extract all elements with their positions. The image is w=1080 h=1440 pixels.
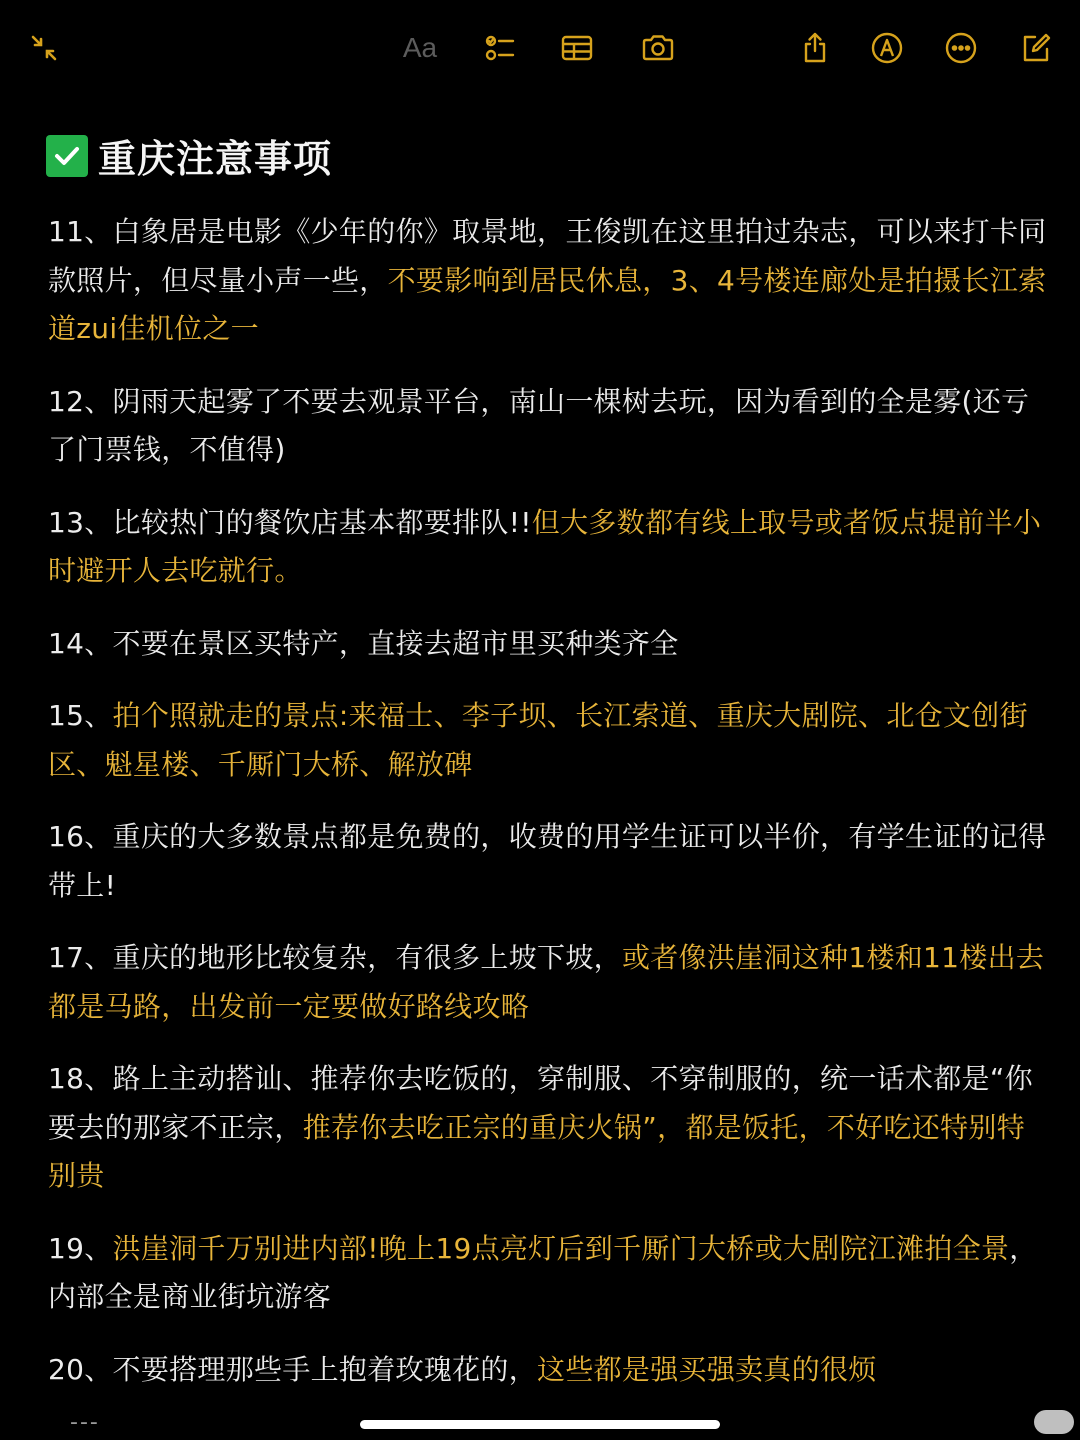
- body-text: 12、阴雨天起雾了不要去观景平台，南山一棵树去玩，因为看到的全是雾(还亏了门票钱，不值得): [48, 384, 1030, 466]
- note-item: [48, 499, 1048, 596]
- note-title: 重庆注意事项: [98, 137, 333, 181]
- note-item: [48, 813, 1048, 910]
- format-text-button[interactable]: [400, 28, 440, 68]
- highlighted-text: 拍个照就走的景点:来福士、李子坝、长江索道、重庆大剧院、北仓文创街区、魁星楼、千厮门大桥、解放碑: [48, 699, 1028, 781]
- notes-toolbar: [0, 0, 1080, 96]
- note-item: [48, 934, 1048, 1031]
- highlighted-text: 推荐你去吃正宗的重庆火锅”，都是饭托，不好吃还特别特别贵: [48, 1110, 1026, 1192]
- more-icon[interactable]: [941, 28, 981, 68]
- highlighted-text: 这些都是强买强卖真的很烦: [537, 1352, 877, 1386]
- body-text: 14、不要在景区买特产，直接去超市里买种类齐全: [48, 626, 679, 660]
- body-text: 19、: [48, 1231, 113, 1265]
- camera-icon[interactable]: [638, 28, 678, 68]
- note-item: [48, 692, 1048, 789]
- body-text: 13、比较热门的餐饮店基本都要排队!!: [48, 505, 532, 539]
- trailing-dashes: ---: [70, 1410, 100, 1435]
- body-text: ，内部全是商业街坑游客: [48, 1231, 1038, 1313]
- body-text: 15、: [48, 699, 113, 732]
- note-title-row: [46, 128, 332, 183]
- compose-icon[interactable]: [1016, 28, 1056, 68]
- body-text: 17、重庆的地形比较复杂，有很多上坡下坡，: [48, 941, 622, 974]
- table-icon[interactable]: [557, 28, 597, 68]
- highlighted-text: 洪崖洞千万别进内部!晚上19点亮灯后到千厮门大桥或大剧院江滩拍全景: [112, 1231, 1010, 1265]
- note-body[interactable]: [48, 208, 1048, 1418]
- highlighted-text: 但大多数都有线上取号或者饭点提前半小时避开人去吃就行。: [48, 505, 1042, 587]
- note-item: [48, 1225, 1048, 1322]
- highlighted-text: 不要影响到居民休息，3、4号楼连廊处是拍摄长江索道zui佳机位之一: [48, 263, 1047, 345]
- collapse-icon[interactable]: [24, 28, 64, 68]
- note-item: [48, 208, 1048, 354]
- format-text-label: Aa: [402, 32, 438, 63]
- body-text: 18、路上主动搭讪、推荐你去吃饭的，穿制服、不穿制服的，统一话术都是“你要去的那家不正宗，: [48, 1062, 1033, 1144]
- watermark-badge: [1034, 1410, 1074, 1434]
- body-text: 20、不要搭理那些手上抱着玫瑰花的，: [48, 1352, 538, 1386]
- body-text: 11、白象居是电影《少年的你》取景地，王俊凯在这里拍过杂志，可以来打卡同款照片，但尽量小声一些，: [48, 215, 1047, 297]
- note-item: [48, 1346, 1048, 1395]
- note-item: [48, 620, 1048, 669]
- share-icon[interactable]: [795, 28, 835, 68]
- highlighted-text: 或者像洪崖洞这种1楼和11楼出去都是马路，出发前一定要做好路线攻略: [48, 941, 1045, 1023]
- markup-icon[interactable]: [867, 28, 907, 68]
- note-item: [48, 1055, 1048, 1201]
- check-box-icon: [46, 135, 88, 177]
- body-text: 16、重庆的大多数景点都是免费的，收费的用学生证可以半价，有学生证的记得带上!: [48, 820, 1047, 902]
- note-item: [48, 378, 1048, 475]
- home-indicator: [360, 1420, 720, 1429]
- checklist-icon[interactable]: [480, 28, 520, 68]
